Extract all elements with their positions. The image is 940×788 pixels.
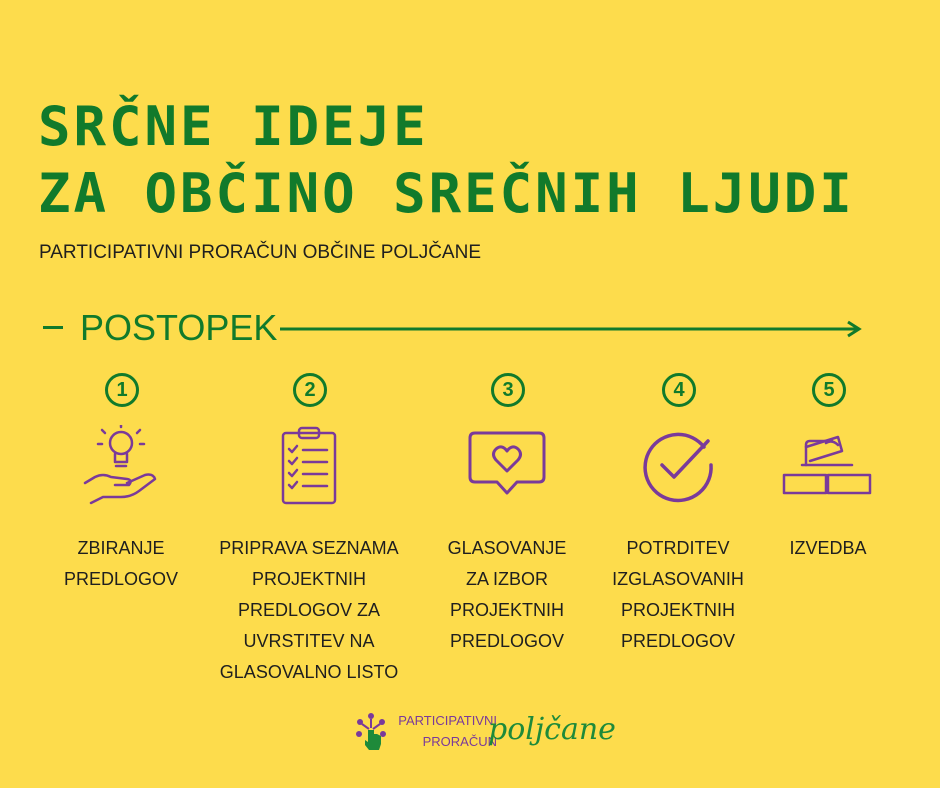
step-number: 2 [293, 373, 327, 407]
title-line-2: ZA OBČINO SREČNIH LJUDI [38, 162, 855, 225]
logo-script: poljčane [488, 712, 616, 747]
subtitle: PARTICIPATIVNI PRORAČUN OBČINE POLJČANE [39, 242, 482, 263]
clipboard-checklist-icon [269, 425, 349, 505]
section-title: POSTOPEK [80, 307, 278, 348]
section-dash [43, 326, 63, 329]
lightbulb-hand-icon [81, 425, 161, 505]
step-label: PRIPRAVA SEZNAMA PROJEKTNIH PREDLOGOV ZA UVRSTITEV NA GLASOVALNO LISTO [219, 538, 399, 682]
step-number: 4 [662, 373, 696, 407]
step-number: 1 [105, 373, 139, 407]
logo [355, 710, 616, 766]
step-label: GLASOVANJE ZA IZBOR PROJEKTNIH PREDLOGOV [447, 538, 567, 651]
check-circle-icon [638, 425, 718, 505]
step-label: IZVEDBA [789, 538, 867, 558]
step-number: 3 [491, 373, 525, 407]
title-line-1: SRČNE IDEJE [38, 95, 429, 158]
arrow-right-icon [278, 319, 868, 339]
participation-hand-icon [355, 712, 387, 752]
ballot-box-icon [780, 425, 876, 505]
heart-speech-bubble-icon [467, 425, 547, 505]
step-label: ZBIRANJE PREDLOGOV [63, 538, 179, 589]
logo-text: PARTICIPATIVNI PRORAČUN [398, 713, 497, 749]
step-number: 5 [812, 373, 846, 407]
step-label: POTRDITEV IZGLASOVANIH PROJEKTNIH PREDLOGOV [612, 538, 744, 651]
